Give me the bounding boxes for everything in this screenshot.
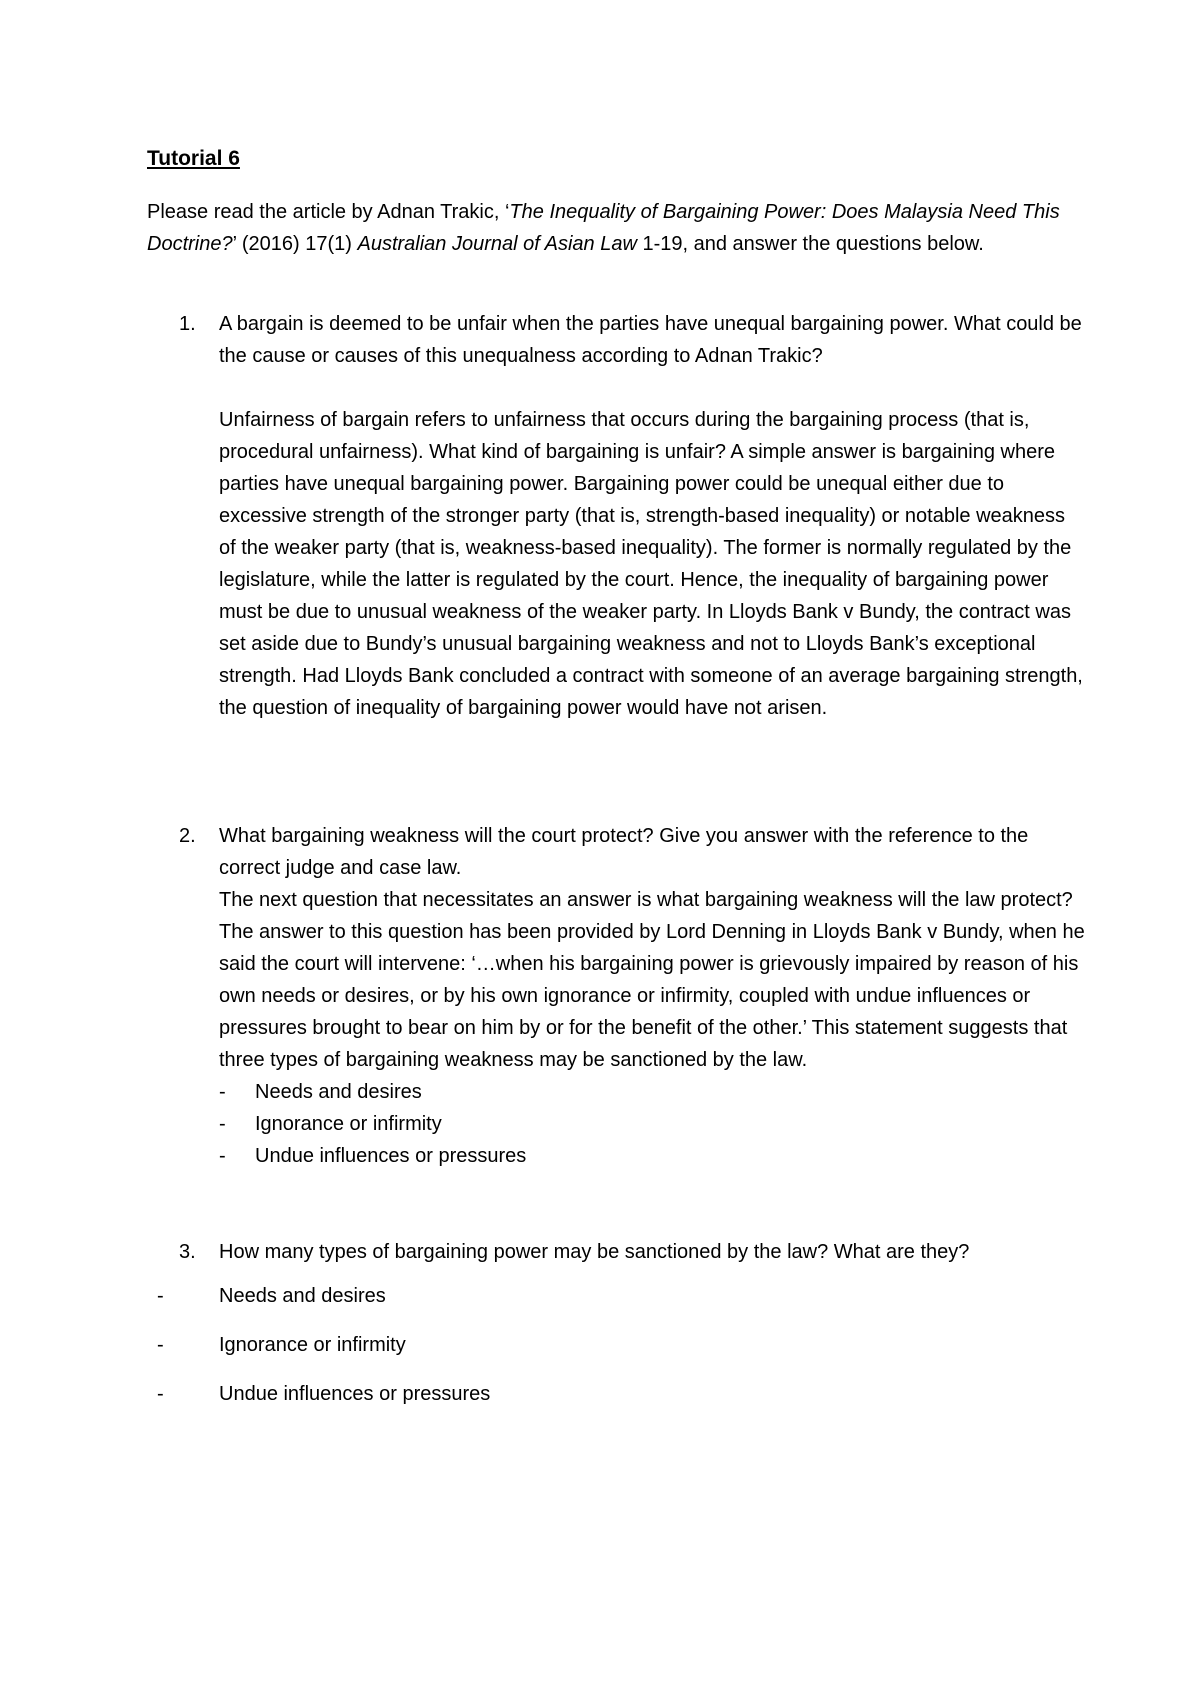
dash-marker: - bbox=[219, 1113, 226, 1135]
answer-text: Unfairness of bargain refers to unfairness that occurs during the bargaining process (that is, procedural unfairness). What kind of bargaining is unfair? A simple answer is bargaining where parties have unequal bargaining power. Bargaining power could be unequal either due to excessive strength of the stronger party (that is, strength-based inequality) or notable weakness of the weaker party (that is, weakness-based inequality). The former is normally regulated by the legislature, while the latter is regulated by the court. Hence, the inequality of bargaining power must be due to unusual weakness of the weaker party. In Lloyds Bank v Bundy, the contract was set aside due to Bundy’s unusual bargaining weakness and not to Lloyds Bank’s exceptional strength. Had Lloyds Bank concluded a contract with someone of an average bargaining strength, the question of inequality of bargaining power would have not arisen. bbox=[219, 409, 1083, 719]
list-item-text: Ignorance or infirmity bbox=[255, 1113, 442, 1135]
intro-text-3: 1-19, and answer the questions below. bbox=[636, 233, 984, 255]
list-item-text: Undue influences or pressures bbox=[219, 1383, 491, 1405]
dash-marker: - bbox=[219, 1145, 226, 1167]
question-3 bbox=[147, 1236, 1087, 1268]
list-item bbox=[219, 1076, 1087, 1108]
bullet-list bbox=[219, 1076, 1087, 1172]
question-number: 1. bbox=[179, 313, 196, 335]
question-2 bbox=[147, 820, 1087, 1172]
intro-text-2: ’ (2016) 17(1) bbox=[232, 233, 358, 255]
journal-name: Australian Journal of Asian Law bbox=[357, 233, 637, 255]
intro-paragraph bbox=[147, 196, 1067, 260]
list-item bbox=[219, 1140, 1087, 1172]
intro-text-1: Please read the article by Adnan Trakic, ‘ bbox=[147, 201, 510, 223]
question-number: 2. bbox=[179, 825, 196, 847]
article-title: The Inequality of Bargaining Power: Does Malaysia Need This Doctrine? bbox=[147, 201, 1060, 255]
answer-text: The next question that necessitates an answer is what bargaining weakness will the law protect? The answer to this question has been provided by Lord Denning in Lloyds Bank v Bundy, when he said the court will intervene: ‘…when his bargaining power is grievously impaired by reason of his own needs or desires, or by his own ignorance or infirmity, coupled with undue influences or pressures brought to bear on him by or for the benefit of the other.’ This statement suggests that three types of bargaining weakness may be sanctioned by the law. bbox=[219, 889, 1085, 1071]
question-number: 3. bbox=[179, 1241, 196, 1263]
question-text: What bargaining weakness will the court protect? Give you answer with the reference to the correct judge and case law. bbox=[219, 825, 1029, 879]
list-item-text: Undue influences or pressures bbox=[255, 1145, 527, 1167]
list-item-text: Needs and desires bbox=[219, 1285, 386, 1307]
list-item-text: Ignorance or infirmity bbox=[219, 1334, 406, 1356]
question-1-answer-block bbox=[147, 404, 1087, 724]
dash-marker: - bbox=[157, 1334, 164, 1356]
dash-marker: - bbox=[157, 1383, 164, 1405]
dash-marker: - bbox=[219, 1081, 226, 1103]
list-item-text: Needs and desires bbox=[255, 1081, 422, 1103]
question-text: How many types of bargaining power may be sanctioned by the law? What are they? bbox=[219, 1241, 970, 1263]
question-1 bbox=[147, 308, 1087, 372]
question-text: A bargain is deemed to be unfair when the parties have unequal bargaining power. What could be the cause or causes of this unequalness according to Adnan Trakic? bbox=[219, 313, 1082, 367]
list-item bbox=[219, 1108, 1087, 1140]
page-title: Tutorial 6 bbox=[147, 147, 240, 170]
dash-marker: - bbox=[157, 1285, 164, 1307]
